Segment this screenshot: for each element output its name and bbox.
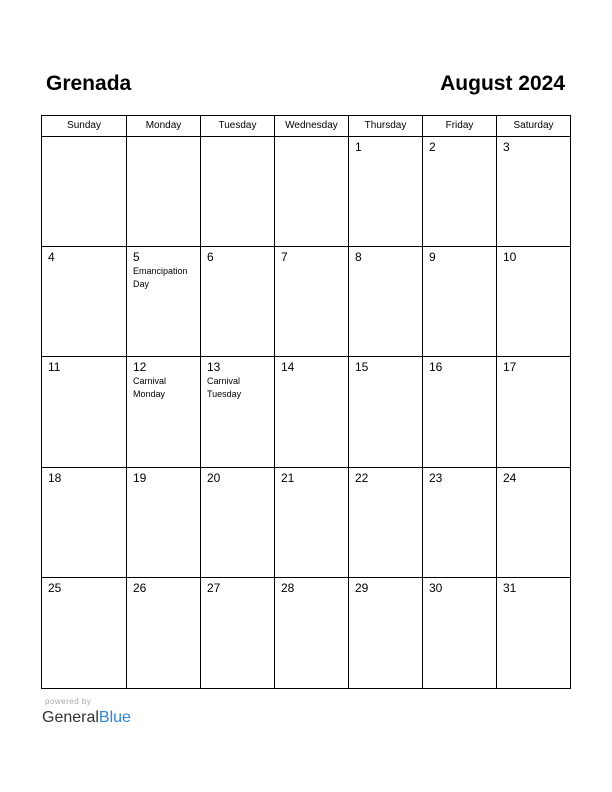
day-number: 2 [429, 140, 436, 154]
day-cell [497, 357, 570, 467]
day-cell [423, 578, 497, 688]
brand-general-text: General [42, 709, 99, 726]
day-cell [349, 247, 423, 357]
day-cell [127, 137, 201, 247]
day-number: 28 [281, 580, 295, 595]
holiday-label: Carnival Tuesday [207, 376, 242, 400]
day-cell [201, 357, 275, 467]
day-number: 18 [48, 470, 62, 485]
day-number [281, 140, 348, 154]
day-cell [42, 357, 127, 467]
day-number: 16 [429, 360, 443, 375]
day-number: 4 [48, 250, 55, 265]
day-number: 20 [207, 470, 221, 485]
day-number: 26 [133, 580, 147, 595]
day-number [207, 140, 274, 154]
day-number: 29 [355, 580, 369, 595]
day-cell [201, 247, 275, 357]
weekday-header-monday: Monday [127, 116, 201, 136]
day-cell [497, 137, 570, 247]
day-number: 13 [207, 360, 221, 375]
day-number: 1 [355, 140, 362, 154]
day-number: 10 [503, 250, 517, 265]
calendar-weeks [42, 137, 570, 688]
holiday-label: Emancipation Day [133, 266, 188, 290]
day-cell [497, 247, 570, 357]
day-cell [275, 137, 349, 247]
day-cell [275, 357, 349, 467]
day-number: 30 [429, 580, 443, 595]
day-cell [497, 468, 570, 578]
weekday-header-row [42, 116, 570, 137]
day-cell [42, 247, 127, 357]
weekday-header-sunday: Sunday [42, 116, 127, 136]
day-cell [423, 468, 497, 578]
day-cell [423, 247, 497, 357]
day-number: 3 [503, 140, 510, 154]
day-cell [423, 357, 497, 467]
generalblue-logo[interactable] [42, 708, 131, 728]
day-number [48, 140, 126, 154]
day-cell [42, 137, 127, 247]
day-cell [42, 578, 127, 688]
day-cell [127, 468, 201, 578]
day-number: 15 [355, 360, 369, 375]
day-number [133, 140, 200, 154]
day-cell [349, 468, 423, 578]
weekday-header-wednesday: Wednesday [275, 116, 349, 136]
day-cell [201, 578, 275, 688]
day-number: 12 [133, 360, 147, 375]
day-cell [127, 578, 201, 688]
day-cell [349, 578, 423, 688]
month-year-title: August 2024 [440, 72, 565, 95]
day-number: 14 [281, 360, 295, 375]
powered-by-label: powered by [45, 697, 92, 706]
weekday-header-tuesday: Tuesday [201, 116, 275, 136]
day-number: 22 [355, 470, 369, 485]
day-number: 19 [133, 470, 147, 485]
day-number: 24 [503, 470, 517, 485]
day-number: 31 [503, 580, 517, 595]
day-cell [201, 137, 275, 247]
day-number: 21 [281, 470, 295, 485]
day-cell [497, 578, 570, 688]
day-cell [275, 578, 349, 688]
day-cell [349, 357, 423, 467]
brand-blue-text: Blue [98, 709, 131, 726]
day-cell [349, 137, 423, 247]
weekday-header-thursday: Thursday [349, 116, 423, 136]
day-cell [127, 357, 201, 467]
day-number: 25 [48, 580, 62, 595]
day-number: 27 [207, 580, 221, 595]
day-number: 23 [429, 470, 443, 485]
weekday-header-friday: Friday [423, 116, 497, 136]
day-number: 5 [133, 250, 140, 265]
day-number: 17 [503, 360, 517, 375]
day-cell [423, 137, 497, 247]
country-title: Grenada [46, 72, 132, 95]
day-cell [275, 247, 349, 357]
holiday-label: Carnival Monday [133, 376, 167, 400]
weekday-header-saturday: Saturday [513, 120, 554, 131]
day-number: 7 [281, 250, 288, 265]
day-number: 6 [207, 250, 214, 265]
day-cell [42, 468, 127, 578]
day-cell [201, 468, 275, 578]
day-number: 8 [355, 250, 362, 265]
day-number: 11 [48, 360, 61, 375]
day-cell [127, 247, 201, 357]
day-number: 9 [429, 250, 436, 265]
day-cell [275, 468, 349, 578]
calendar-grid [41, 115, 571, 689]
